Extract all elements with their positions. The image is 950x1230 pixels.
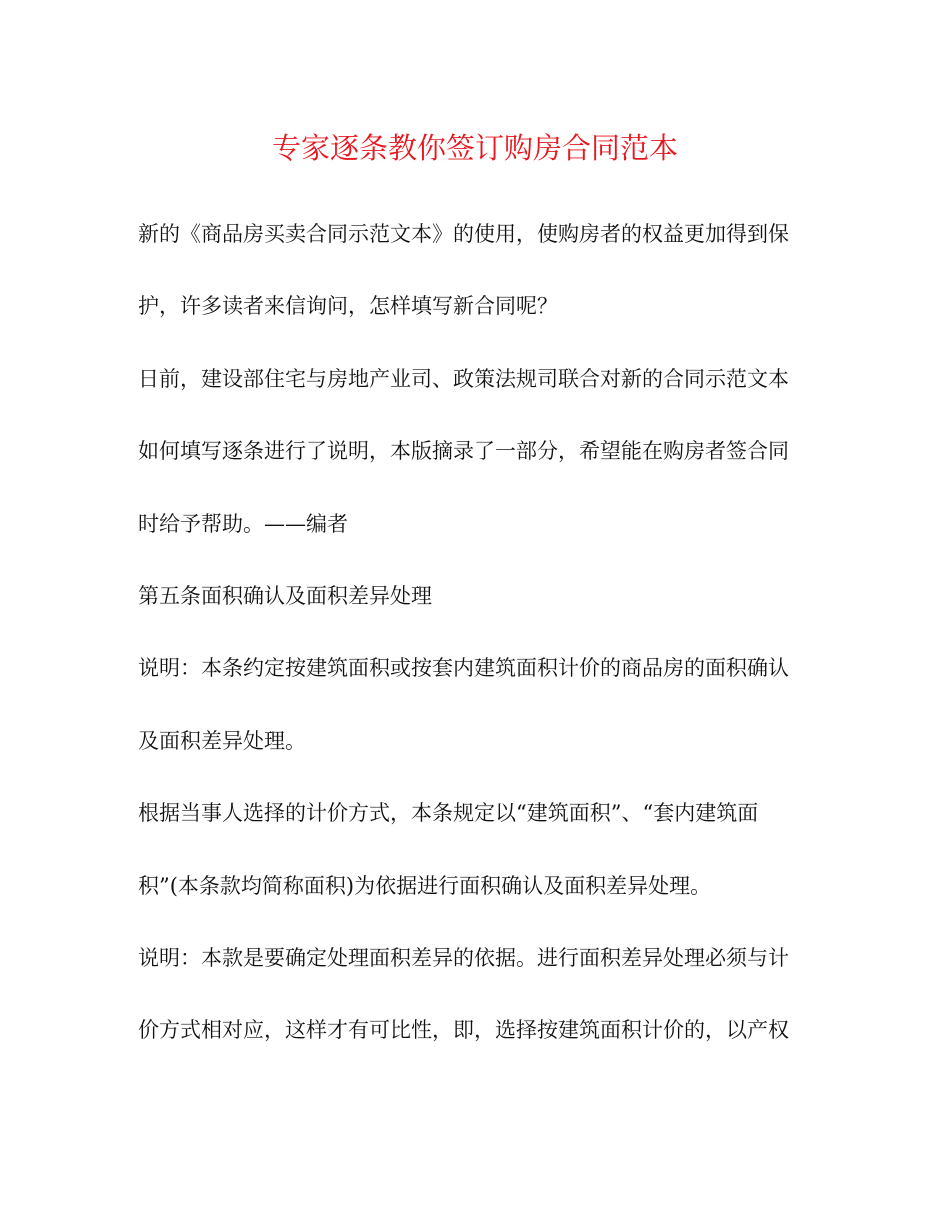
paragraph-line: 说明：本条约定按建筑面积或按套内建筑面积计价的商品房的面积确认 — [138, 656, 789, 680]
paragraph-line: 价方式相对应，这样才有可比性，即，选择按建筑面积计价的，以产权 — [138, 1018, 789, 1042]
paragraph-line: 说明：本款是要确定处理面积差异的依据。进行面积差异处理必须与计 — [138, 946, 789, 970]
paragraph-line: 时给予帮助。——编者 — [138, 512, 348, 536]
paragraph-line: 根据当事人选择的计价方式，本条规定以“建筑面积”、“套内建筑面 — [138, 801, 759, 825]
paragraph-line: 新的《商品房买卖合同示范文本》的使用，使购房者的权益更加得到保 — [138, 222, 789, 246]
section-heading: 第五条面积确认及面积差异处理 — [138, 584, 432, 608]
paragraph-line: 及面积差异处理。 — [138, 729, 306, 753]
paragraph-line: 如何填写逐条进行了说明，本版摘录了一部分，希望能在购房者签合同 — [138, 439, 789, 463]
paragraph-line: 护，许多读者来信询问，怎样填写新合同呢？ — [138, 294, 558, 318]
paragraph-line: 日前，建设部住宅与房地产业司、政策法规司联合对新的合同示范文本 — [138, 367, 789, 391]
paragraph-line: 积”(本条款均简称面积)为依据进行面积确认及面积差异处理。 — [138, 874, 712, 898]
document-title: 专家逐条教你签订购房合同范本 — [271, 131, 678, 165]
